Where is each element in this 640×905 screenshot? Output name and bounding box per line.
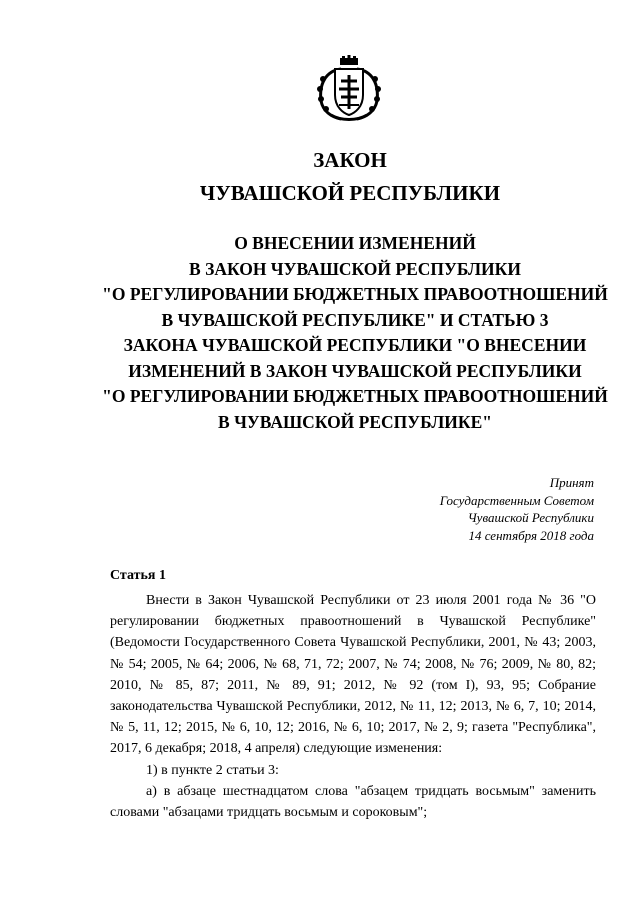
subject-line: В ЗАКОН ЧУВАШСКОЙ РЕСПУБЛИКИ: [189, 258, 521, 279]
chuvash-emblem-icon: [311, 55, 387, 123]
adoption-line: Государственным Советом: [439, 492, 594, 508]
subject-line: "О РЕГУЛИРОВАНИИ БЮДЖЕТНЫХ ПРАВООТНОШЕНИЙ: [102, 284, 608, 304]
article-heading: Статья 1: [110, 568, 166, 583]
law-title: ЗАКОН: [313, 148, 387, 172]
paragraph: 1) в пункте 2 статьи 3:: [146, 762, 279, 778]
subject-line: В ЧУВАШСКОЙ РЕСПУБЛИКЕ": [218, 411, 492, 432]
republic-title: ЧУВАШСКОЙ РЕСПУБЛИКИ: [199, 181, 501, 205]
paragraph: Внести в Закон Чувашской Республики от 23 июля 2001 года № 36 "О регулировании бюджетных правоотношений в Чувашской Республике" (Ведомости Государственного Совета Чувашской Республики, 2001, № 43; 2003, № 54; 2005, № 64; 2006, № 68, 71, 72; 2007, № 74; 2008, № 76; 2009, № 80, 82; 2010, № 85, 87; 2011, № 89, 91; 2012, № 92 (том I), 93, 95; Собрание законодательства Чувашской Республики, 2012, № 11, 12; 2013, № 6, 7, 10; 2014, № 5, 11, 12; 2015, № 6, 10, 12; 2016, № 6, 10; 2017, № 2, 9; газета "Республика", 2017, 6 декабря; 2018, 4 апреля) следующие изменения:: [110, 593, 596, 757]
adoption-date: 14 сентября 2018 года: [468, 527, 594, 543]
subject-line: В ЧУВАШСКОЙ РЕСПУБЛИКЕ" И СТАТЬЮ 3: [161, 309, 549, 330]
paragraph: а) в абзаце шестнадцатом слова "абзацем тридцать восьмым" заменить словами "абзацами тридцать восьмым и сороковым";: [110, 783, 596, 821]
subject-line: О ВНЕСЕНИИ ИЗМЕНЕНИЙ: [234, 233, 476, 253]
subject-line: "О РЕГУЛИРОВАНИИ БЮДЖЕТНЫХ ПРАВООТНОШЕНИЙ: [102, 386, 608, 406]
subject-line: ИЗМЕНЕНИЙ В ЗАКОН ЧУВАШСКОЙ РЕСПУБЛИКИ: [128, 360, 582, 381]
law-subject: [90, 231, 620, 435]
adoption-line: Принят: [549, 475, 594, 490]
article-body: [110, 590, 596, 823]
adoption-note: [440, 474, 594, 544]
adoption-line: Чувашской Республики: [467, 510, 594, 525]
subject-line: ЗАКОНА ЧУВАШСКОЙ РЕСПУБЛИКИ "О ВНЕСЕНИИ: [123, 335, 587, 355]
